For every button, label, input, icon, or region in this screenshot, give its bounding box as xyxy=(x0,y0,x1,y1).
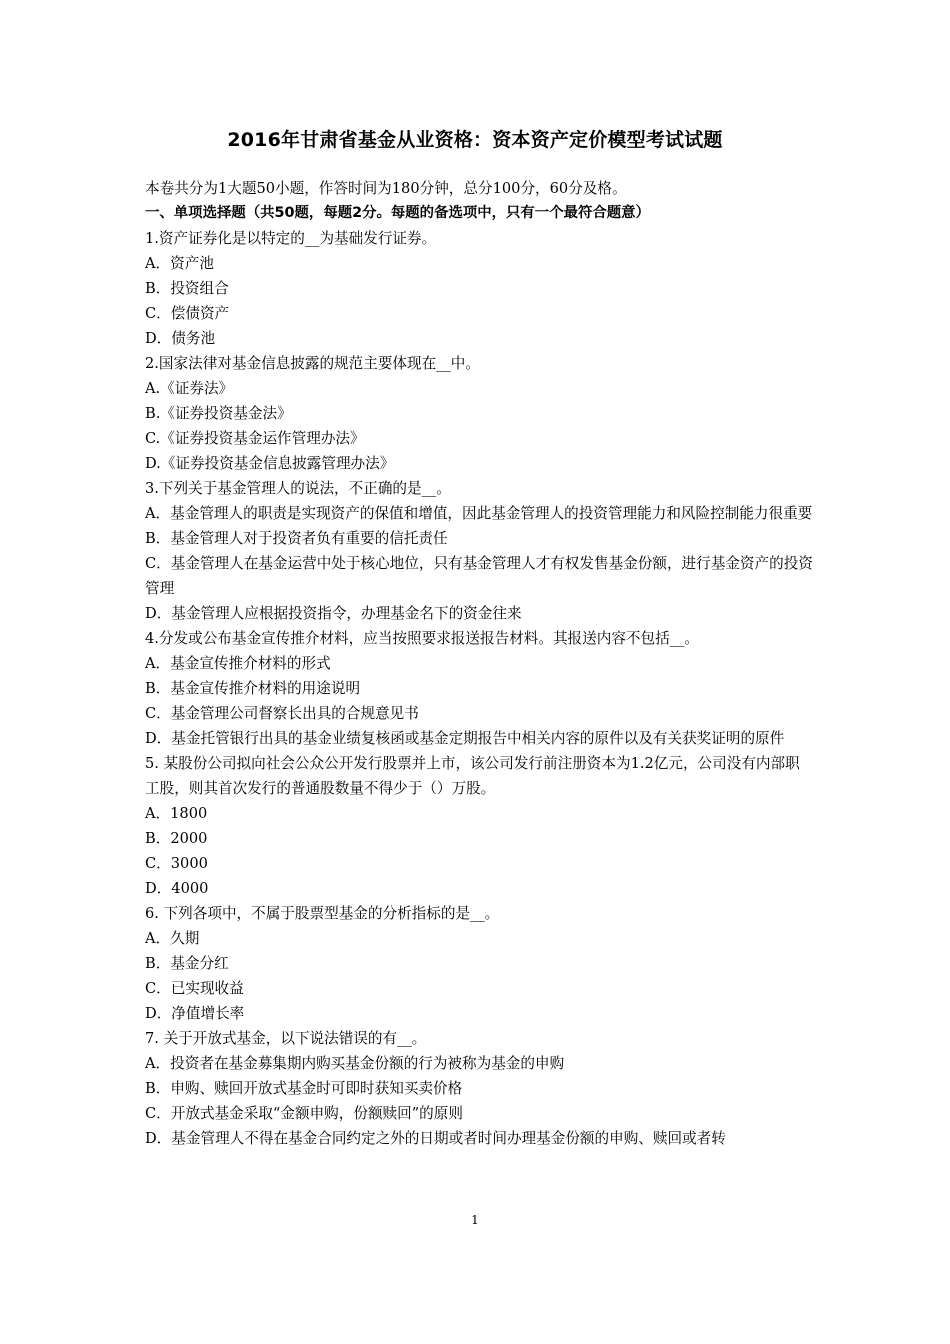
question-option: A．基金宣传推介材料的形式 xyxy=(145,655,331,672)
question-option: B．基金管理人对于投资者负有重要的信托责任 xyxy=(145,530,448,547)
question-option: D.《证券投资基金信息披露管理办法》 xyxy=(145,455,395,472)
question-option: C.《证券投资基金运作管理办法》 xyxy=(145,430,365,447)
question-option: A．1800 xyxy=(145,805,208,822)
question-option: C．已实现收益 xyxy=(145,980,244,997)
question-option: D．基金托管银行出具的基金业绩复核函或基金定期报告中相关内容的原件以及有关获奖证明的原件 xyxy=(145,730,785,747)
page-number: 1 xyxy=(471,1213,479,1227)
question-option: C．开放式基金采取“金额申购，份额赎回”的原则 xyxy=(145,1105,463,1122)
question-option: A．久期 xyxy=(145,930,200,947)
question-stem: 5. 某股份公司拟向社会公众公开发行股票并上市，该公司发行前注册资本为1.2亿元，公司没有内部职工股，则其首次发行的普通股数量不得少于（）万股。 xyxy=(145,755,800,797)
question-option: B．投资组合 xyxy=(145,280,229,297)
question-option: A．资产池 xyxy=(145,255,214,272)
question-option: B．基金分红 xyxy=(145,955,229,972)
question-option: A．投资者在基金募集期内购买基金份额的行为被称为基金的申购 xyxy=(145,1055,565,1072)
question-option: D．基金管理人不得在基金合同约定之外的日期或者时间办理基金份额的申购、赎回或者转 xyxy=(145,1130,726,1147)
question-stem: 7. 关于开放式基金，以下说法错误的有__。 xyxy=(145,1030,427,1047)
question-option: A.《证券法》 xyxy=(145,380,234,397)
question-option: B．基金宣传推介材料的用途说明 xyxy=(145,680,361,697)
question-option: D．4000 xyxy=(145,880,209,897)
question-option: D．债务池 xyxy=(145,330,216,347)
question-option: C．3000 xyxy=(145,855,208,872)
question-option: B．申购、赎回开放式基金时可即时获知买卖价格 xyxy=(145,1080,463,1097)
question-option: C．偿债资产 xyxy=(145,305,230,322)
question-option: B.《证券投资基金法》 xyxy=(145,405,292,422)
question-stem: 4.分发或公布基金宣传推介材料，应当按照要求报送报告材料。其报送内容不包括__。 xyxy=(145,630,699,647)
question-stem: 1.资产证券化是以特定的__为基础发行证券。 xyxy=(145,230,437,247)
question-option: C．基金管理公司督察长出具的合规意见书 xyxy=(145,705,419,722)
exam-intro: 本卷共分为1大题50小题，作答时间为180分钟，总分100分，60分及格。 xyxy=(145,180,627,197)
question-stem: 2.国家法律对基金信息披露的规范主要体现在__中。 xyxy=(145,355,480,372)
question-stem: 3.下列关于基金管理人的说法，不正确的是__。 xyxy=(145,480,451,497)
question-option: D．净值增长率 xyxy=(145,1005,245,1022)
document-title: 2016年甘肃省基金从业资格：资本资产定价模型考试试题 xyxy=(227,129,723,151)
question-stem: 6. 下列各项中，不属于股票型基金的分析指标的是__。 xyxy=(145,905,500,922)
question-option: B．2000 xyxy=(145,830,208,847)
document-body xyxy=(145,176,813,1151)
section-heading: 一、单项选择题（共50题，每题2分。每题的备选项中，只有一个最符合题意） xyxy=(145,205,650,221)
question-option: C．基金管理人在基金运营中处于核心地位，只有基金管理人才有权发售基金份额，进行基金资产的投资管理 xyxy=(145,555,813,597)
question-option: A．基金管理人的职责是实现资产的保值和增值，因此基金管理人的投资管理能力和风险控制能力很重要 xyxy=(145,505,813,522)
question-option: D．基金管理人应根据投资指令，办理基金名下的资金往来 xyxy=(145,605,522,622)
